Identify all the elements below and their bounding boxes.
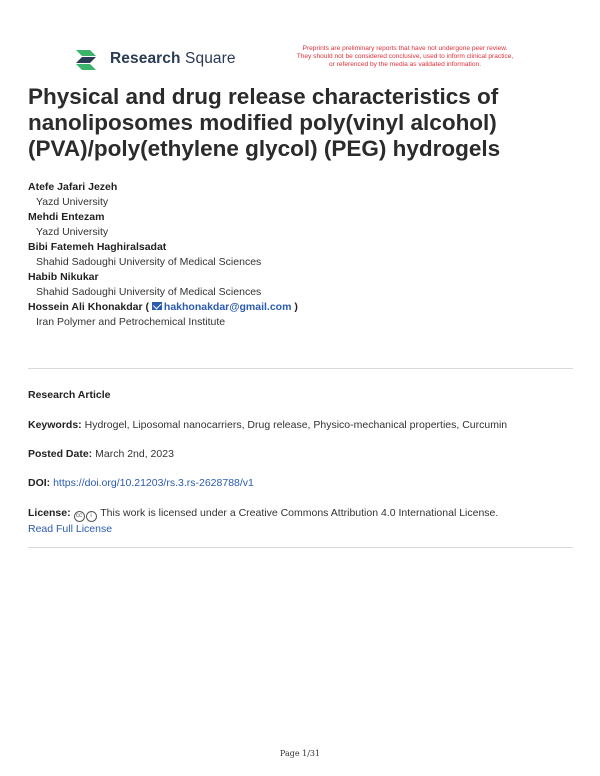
- cc-icon: cc: [74, 511, 85, 522]
- article-type: Research Article: [28, 389, 111, 401]
- author-name: Atefe Jafari Jezeh: [28, 181, 118, 193]
- license-label: License:: [28, 507, 71, 519]
- author-email: hakhonakdar@gmail.com: [163, 301, 292, 313]
- author-email-link[interactable]: [152, 301, 292, 313]
- author-list: [28, 180, 573, 330]
- doi-label: DOI:: [28, 477, 51, 489]
- by-attribution-icon: i: [86, 511, 97, 522]
- notice-line: or referenced by the media as validated information.: [328, 61, 482, 69]
- author-entry: [28, 210, 573, 240]
- posted-date-row: [28, 447, 573, 462]
- author-affiliation: Yazd University: [36, 226, 109, 238]
- divider: [28, 368, 573, 369]
- author-affiliation: Iran Polymer and Petrochemical Institute: [36, 316, 226, 328]
- author-affiliation: Shahid Sadoughi University of Medical Sciences: [36, 286, 262, 298]
- author-name: Hossein Ali Khonakdar: [28, 301, 143, 313]
- doi-link[interactable]: https://doi.org/10.21203/rs.3.rs-2628788/v1: [53, 477, 254, 489]
- notice-line: Preprints are preliminary reports that have not undergone peer review.: [302, 45, 508, 52]
- posted-date-value: March 2nd, 2023: [95, 448, 174, 460]
- corresponding-author: Hossein Ali Khonakdar ( hakhonakdar@gmail.com ): [28, 301, 298, 313]
- research-square-logo[interactable]: [74, 46, 236, 72]
- author-entry: [28, 240, 573, 270]
- author-name: Bibi Fatemeh Haghiralsadat: [28, 241, 167, 253]
- paper-title: Physical and drug release characteristics of nanoliposomes modified poly(vinyl alcohol) (PVA)/poly(ethylene glycol) (PEG) hydrogels: [28, 84, 501, 161]
- divider: [28, 547, 573, 548]
- author-name: Habib Nikukar: [28, 271, 99, 283]
- page-number: Page 1/31: [279, 749, 321, 758]
- posted-date-label: Posted Date:: [28, 448, 93, 460]
- keywords-row: [28, 418, 573, 433]
- keywords-value: Hydrogel, Liposomal nanocarriers, Drug release, Physico-mechanical properties, Curcumin: [84, 419, 508, 431]
- license-text: This work is licensed under a Creative Commons Attribution 4.0 International License.: [100, 507, 499, 519]
- read-full-license-link[interactable]: Read Full License: [28, 523, 113, 535]
- preprint-notice: [270, 45, 540, 70]
- research-square-logo-icon: [74, 46, 104, 72]
- author-entry: [28, 300, 573, 330]
- author-entry: [28, 180, 573, 210]
- brand-name: Research Square: [110, 50, 236, 67]
- author-affiliation: Shahid Sadoughi University of Medical Sciences: [36, 256, 262, 268]
- envelope-icon: [152, 302, 162, 310]
- keywords-label: Keywords:: [28, 419, 82, 431]
- doi-row: [28, 476, 573, 491]
- notice-line: They should not be considered conclusive, used to inform clinical practice,: [296, 53, 514, 61]
- author-entry: [28, 270, 573, 300]
- author-name: Mehdi Entezam: [28, 211, 105, 223]
- author-affiliation: Yazd University: [36, 196, 109, 208]
- license-row: [28, 506, 573, 537]
